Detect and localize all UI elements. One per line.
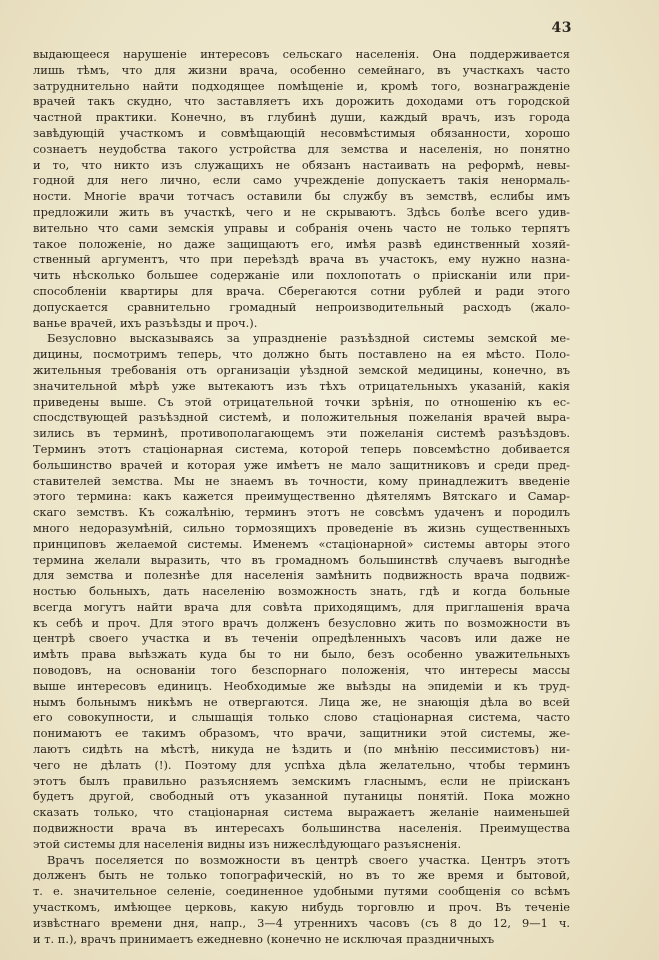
text-line: такое положеніе, но даже защищаютъ его, имѣя развѣ единственный хозяй- [33,236,570,251]
text-line: участкомъ, имѣющее церковь, какую нибудь торговлю и проч. Въ теченіе [33,900,570,915]
text-line: этой системы для населенія видны изъ нижеслѣдующаго разъясненія. [33,836,462,851]
text-line: понимаютъ ее такимъ образомъ, что врачи, защитники этой системы, же- [33,726,570,741]
text-line: этотъ былъ правильно разъясняемъ земскимъ гласнымъ, если не пріисканъ [33,773,570,788]
text-body [33,47,570,947]
text-line: всегда могутъ найти врача для совѣта приходящимъ, для приглашенія врача [33,599,570,614]
text-line: къ себѣ и проч. Для этого врачъ долженъ безусловно жить по возможности въ [33,615,570,630]
text-line: его совокупности, и слышащія только слово стаціонарная система, часто [33,710,570,725]
text-line: извѣстнаго времени дня, напр., 3—4 утреннихъ часовъ (съ 8 до 12, 9—1 ч. [33,915,570,930]
text-line: ственный аргументъ, что при переѣздѣ врача въ участокъ, ему нужно назна- [33,252,570,267]
text-line: вительно что сами земскія управы и собранія очень часто не только терпятъ [33,220,570,235]
text-line: ностью больныхъ, дать населенію возможность знать, гдѣ и когда больные [33,584,570,599]
text-line: долженъ быть не только топографическій, но въ то же время и бытовой, [33,868,570,883]
text-line: чить нѣсколько большее содержаніе или похлопотать о пріисканіи или при- [33,268,570,283]
text-line: для земства и полезнѣе для населенія замѣнить подвижность врача подвиж- [33,568,570,583]
text-line: большинство врачей и которая уже имѣетъ не мало защитниковъ и среди пред- [33,457,570,472]
text-line: Терминъ этотъ стаціонарная система, которой теперь повсемѣстно добивается [33,441,570,456]
text-line: приведены выше. Съ этой отрицательной точки зрѣнія, по отношенію къ ес- [33,394,570,409]
text-line: допускается сравнительно громадный непроизводительный расходъ (жало- [33,299,570,314]
text-line: зились въ терминѣ, противополагающемъ эти пожеланія системѣ разъѣздовъ. [33,426,570,441]
paragraph [33,853,570,948]
text-line: подвижности врача въ интересахъ большинства населенія. Преимущества [33,821,570,836]
text-line: врачей такъ скудно, что заставляетъ ихъ дорожить доходами отъ городской [33,94,570,109]
text-line: этого термина: какъ кажется преимущественно дѣятелямъ Вятскаго и Самар- [33,489,570,504]
text-line: частной практики. Конечно, въ глубинѣ души, каждый врачъ, изъ города [33,110,570,125]
text-line: дицины, посмотримъ теперь, что должно быть поставлено на ея мѣсто. Поло- [33,347,570,362]
text-line: предложили жить въ участкѣ, чего и не скрываютъ. Здѣсь болѣе всего удив- [33,204,570,219]
text-line: лаютъ сидѣть на мѣстѣ, никуда не ѣздить и (по мнѣнію пессимистовъ) ни- [33,742,570,757]
text-line: термина желали выразить, что въ громадномъ большинствѣ случаевъ выгоднѣе [33,552,570,567]
page-number: 43 [551,20,572,36]
text-line: ставителей земства. Мы не знаемъ въ точности, кому принадлежитъ введеніе [33,473,570,488]
text-line: чего не дѣлать (!). Поэтому для успѣха дѣла желательно, чтобы терминъ [33,757,570,772]
text-line: затруднительно найти подходящее помѣщеніе и, кромѣ того, вознагражденіе [33,78,570,93]
text-line: ности. Многіе врачи тотчасъ оставили бы службу въ земствѣ, еслибы имъ [33,189,570,204]
text-line: нымъ больнымъ никѣмъ не отвергаются. Лица же, не знающія дѣла во всей [33,694,570,709]
text-line: и то, что никто изъ служащихъ не обязанъ настаивать на реформѣ, невы- [33,157,570,172]
text-line: поводовъ, на основаніи того безспорнаго положенія, что интересы массы [33,663,570,678]
text-line: сказать только, что стаціонарная система выражаетъ желаніе наименьшей [33,805,570,820]
paragraph [33,331,570,852]
text-line: ванье врачей, ихъ разъѣзды и проч.). [33,315,258,330]
text-line: Безусловно высказываясь за упраздненіе разъѣздной системы земской ме- [47,331,570,346]
text-line: центрѣ своего участка и въ теченіи опредѣленныхъ часовъ или даже не [33,631,570,646]
text-line: способленіи квартиры для врача. Сберегаются сотни рублей и ради этого [33,283,570,298]
text-line: принциповъ желаемой системы. Именемъ «стаціонарной» системы авторы этого [33,536,570,551]
text-line: выше интересовъ единицъ. Необходимые же выѣзды на эпидеміи и къ труд- [33,678,570,693]
text-line: много недоразумѣній, сильно тормозящихъ проведеніе въ жизнь существенныхъ [33,520,570,535]
text-line: выдающееся нарушеніе интересовъ сельскаго населенія. Она поддерживается [33,47,570,61]
text-line: будетъ другой, свободный отъ указанной путаницы понятій. Пока можно [33,789,570,804]
text-line: Врачъ поселяется по возможности въ центрѣ своего участка. Центръ этотъ [47,852,570,867]
text-line: сознаетъ неудобства такого устройства для земства и населенія, но понятно [33,141,570,156]
text-line: жительныя требованія отъ организаціи уѣздной земской медицины, конечно, въ [33,362,570,377]
text-line: и т. п.), врачъ принимаетъ ежедневно (конечно не исключая праздничныхъ [33,931,495,946]
text-line: лишь тѣмъ, что для жизни врача, особенно семейнаго, въ участкахъ часто [33,62,570,77]
text-line: завѣдующій участкомъ и совмѣщающій несовмѣстимыя обязанности, хорошо [33,125,570,140]
text-line: т. е. значительное селеніе, соединенное удобными путями сообщенія со всѣмъ [33,884,570,899]
paragraph [33,47,570,331]
text-line: спосдствующей разъѣздной системѣ, и положительныя пожеланія врачей выра- [33,410,570,425]
text-line: имѣть права выѣзжать куда бы то ни было, безъ особенно уважительныхъ [33,647,570,662]
text-line: скаго земствъ. Къ сожалѣнію, терминъ этотъ не совсѣмъ удаченъ и породилъ [33,505,570,520]
text-line: значительной мѣрѣ уже вытекаютъ изъ тѣхъ отрицательныхъ указаній, какія [33,378,570,393]
text-line: годной для него лично, если само учрежденіе допускаетъ такія ненормаль- [33,173,570,188]
